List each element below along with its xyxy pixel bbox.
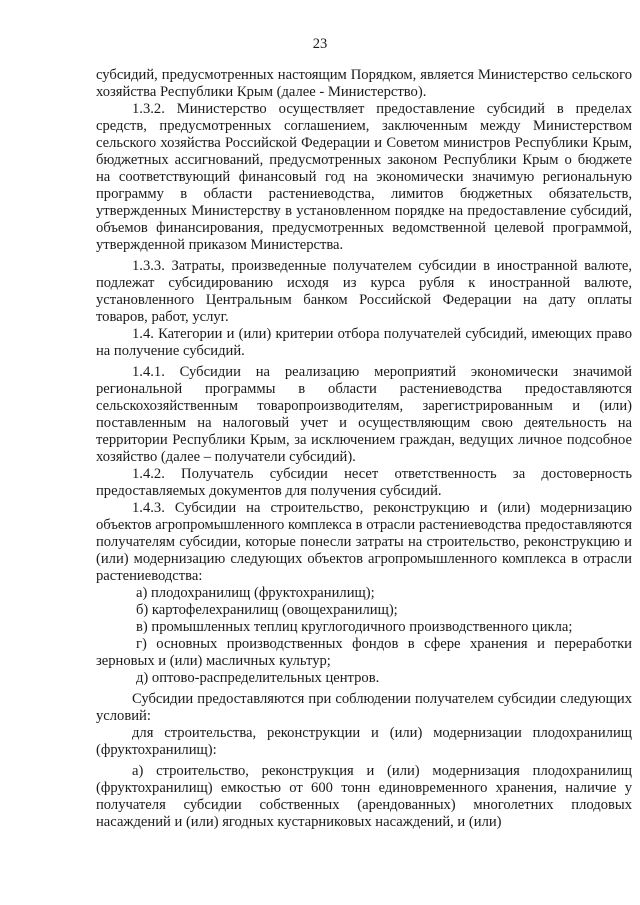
page-number: 23: [312, 36, 328, 52]
paragraph: для строительства, реконструкции и (или) модернизации плодохранилищ (фруктохранилищ):: [96, 725, 632, 758]
document-body: [96, 67, 632, 831]
paragraph: 1.4.2. Получатель субсидии несет ответственность за достоверность предоставляемых документов для получения субсидий.: [96, 466, 632, 499]
paragraph: а) строительство, реконструкция и (или) модернизация плодохранилищ (фруктохранилищ) емкостью от 600 тонн единовременного хранения, наличие у получателя субсидии собственных (арендованных) многолетних плодовых насаждений и (или) ягодных кустарниковых насаждений, и (или): [96, 763, 632, 830]
paragraph: субсидий, предусмотренных настоящим Порядком, является Министерство сельского хозяйства Республики Крым (далее - Министерство).: [96, 67, 632, 100]
list-item: г) основных производственных фондов в сфере хранения и переработки зерновых и (или) масличных культур;: [96, 636, 632, 669]
list-item: в) промышленных теплиц круглогодичного производственного цикла;: [136, 619, 573, 635]
list-item: д) оптово-распределительных центров.: [136, 670, 380, 686]
paragraph: 1.4.3. Субсидии на строительство, реконструкцию и (или) модернизацию объектов агропромышленного комплекса в отрасли растениеводства предоставляются получателям субсидии, которые понесли затраты на строительство, реконструкцию и (или) модернизацию следующих объектов агропромышленного комплекса в отрасли растениеводства:: [96, 500, 632, 584]
list-item: а) плодохранилищ (фруктохранилищ);: [136, 585, 375, 601]
paragraph: 1.3.3. Затраты, произведенные получателем субсидии в иностранной валюте, подлежат субсидированию исходя из курса рубля к иностранной валюте, установленного Центральным банком Российской Федерации на дату оплаты товаров, работ, услуг.: [96, 258, 632, 325]
paragraph: 1.4.1. Субсидии на реализацию мероприятий экономически значимой региональной программы в области растениеводства предоставляются сельскохозяйственным товаропроизводителям, зарегистрированным и (или) поставленным на налоговый учет и осуществляющим свою деятельность на территории Республики Крым, за исключением граждан, ведущих личное подсобное хозяйство (далее – получатели субсидий).: [96, 364, 632, 465]
list-item: б) картофелехранилищ (овощехранилищ);: [136, 602, 398, 618]
paragraph: 1.3.2. Министерство осуществляет предоставление субсидий в пределах средств, предусмотренных соглашением, заключенным между Министерством сельского хозяйства Российской Федерации и Советом министров Республики Крым, бюджетных ассигнований, предусмотренных законом Республики Крым о бюджете на соответствующий финансовый год на экономически значимую региональную программу в области растениеводства, лимитов бюджетных обязательств, утвержденных Министерству в установленном порядке на предоставление субсидий, объемов финансирования, предусмотренных ведомственной целевой программой, утвержденной приказом Министерства.: [96, 101, 632, 253]
paragraph: Субсидии предоставляются при соблюдении получателем субсидии следующих условий:: [96, 691, 632, 724]
paragraph: 1.4. Категории и (или) критерии отбора получателей субсидий, имеющих право на получение субсидий.: [96, 326, 632, 359]
